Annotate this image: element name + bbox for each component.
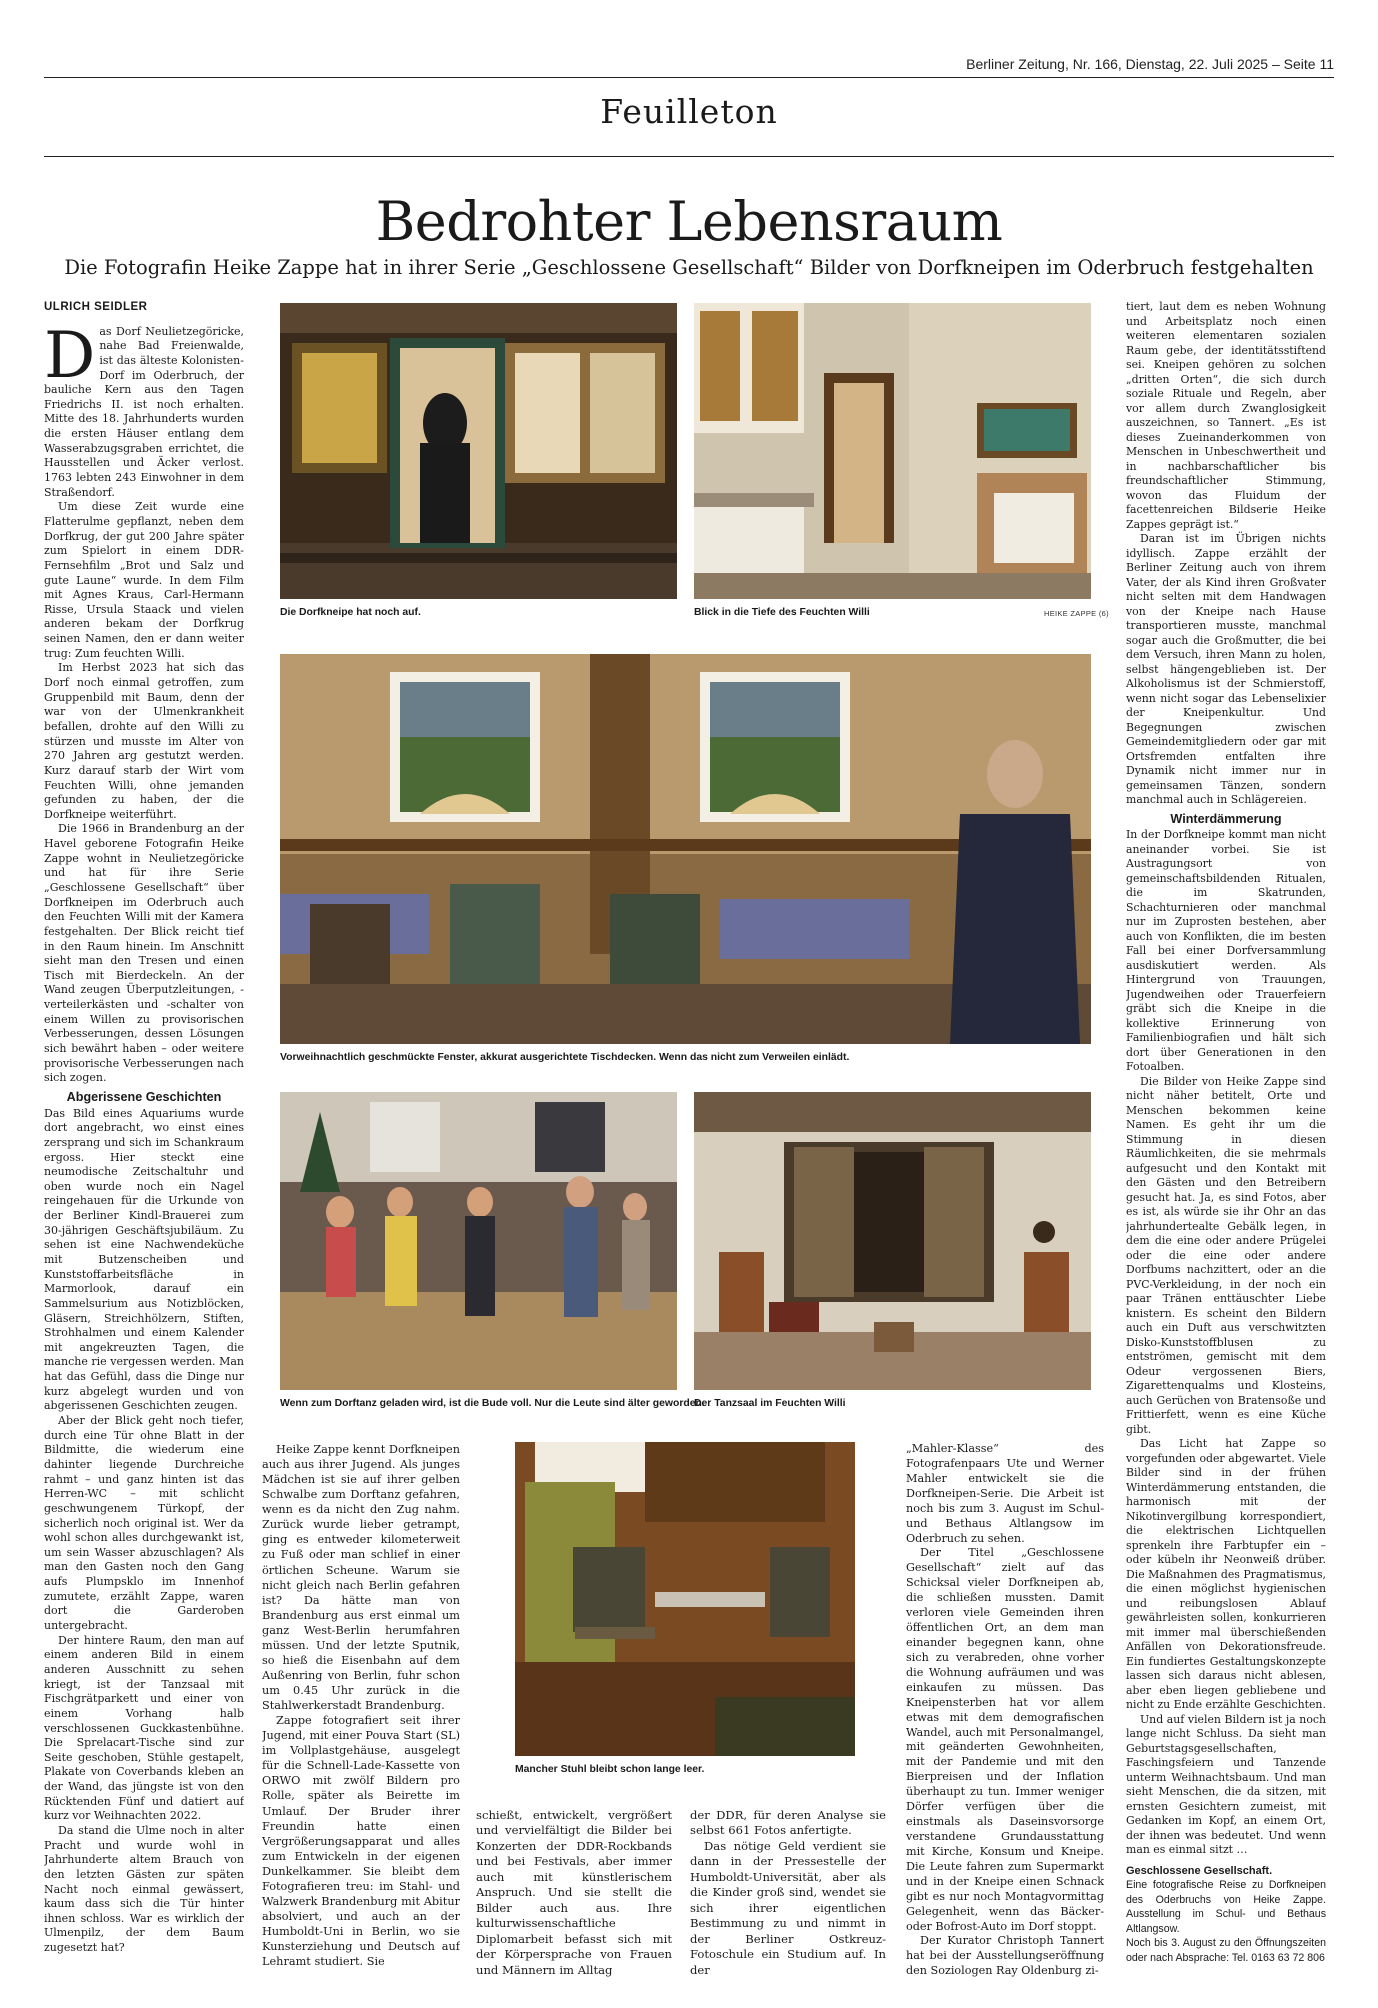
paragraph: „Mahler-Klasse“ des Fotografenpaars Ute und Werner Mahler entwickelt sie die Dorfkneipen-Serie. Die Arbeit ist noch bis zum 3. August im Schul- und Bethaus Altlangsow im Oderbruch zu sehen. <box>906 1442 1104 1545</box>
photo-caption: Mancher Stuhl bleibt schon lange leer. <box>515 1764 705 1775</box>
article-column-2 <box>262 1442 460 1972</box>
photo-caption: Die Dorfkneipe hat noch auf. <box>280 607 421 618</box>
paragraph: Um diese Zeit wurde eine Flatterulme gepflanzt, neben dem Dorfkrug, der gut 200 Jahre später zum Spielort in einem DDR-Fernsehfilm „Brot und Salz und gute Laune“ wurde. In dem Film mit Agnes Kraus, Carl-Hermann Risse, Ursula Staack und vielen anderen bekam der Dorfkrug seinen Namen, den er dann weiter trug: Zum feuchten Willi. <box>44 500 244 660</box>
paragraph: Der Titel „Geschlossene Gesellschaft“ zielt auf das Schicksal vieler Dorfkneipen ab, die schließen mussten. Damit verloren viele Gemeinden ihren öffentlichen Ort, an dem man einander begegnen kann, ohne sich zu verabreden, ohne vorher die Wohnung aufräumen und was einkaufen zu müssen. Das Kneipensterben hat vor allem etwas mit dem demografischen Wandel, auch mit Personalmangel, mit geänderten Gewohnheiten, mit der Pandemie und mit den Bierpreisen und der Inflation überhaupt zu tun. Immer weniger Dörfer verfügen über die einstmals als Daseinsvorsorge verstandene Grundausstattung mit Kirche, Konsum und Kneipe. Die Leute fahren zum Supermarkt und in der Kneipe einen Schnack gibt es nur noch Montagvormittag Gelegenheit, wenn das Bäcker- oder Bofrost-Auto im Dorf stoppt. <box>906 1546 1104 1933</box>
paragraph: tiert, laut dem es neben Wohnung und Arbeitsplatz noch einen weiteren elementaren sozialen Raum gebe, der identitätsstiftend sei. Kneipen gehören zu solchen „dritten Orten“, die sich durch soziale Rituale und Regeln, aber vor allem durch Zwanglosigkeit auszeichnen, so Tannert. „Es ist dieses Zueinanderkommen von Menschen in Unbeschwertheit und in nachbarschaftlicher bis freundschaftlicher Stimmung, wovon das Fluidum der facettenreichen Bildserie Heike Zappes geprägt ist.“ <box>1126 300 1326 531</box>
paragraph: Und auf vielen Bildern ist ja noch lange nicht Schluss. Da sieht man Geburtstagsgesellschaften, Faschingsfeiern und Tanzende unterm Weihnachtsbaum. Und man sieht Menschen, die da sitzen, mit ernsten Gesichtern zumeist, mit Gedanken im Kopf, an einem Ort, der ihnen was bedeutet. Und wenn man es einmal sitzt … <box>1126 1712 1326 1856</box>
paragraph: Die 1966 in Brandenburg an der Havel geborene Fotografin Heike Zappe wohnt in Neulietzegöricke und hat für ihre Serie „Geschlossene Gesellschaft“ über Dorfkneipen im Oderbruch auch den Feuchten Willi mit der Kamera festgehalten. Der Blick reicht tief in den Raum hinein. Im Anschnitt sieht man den Tresen und einen Tisch mit Bierdeckeln. An der Wand zeugen Überputzleitungen, -verteilerkästen und -schalter von einem Willen zu provisorischen Verbesserungen, dessen Lösungen sich bewährt haben – oder weitere provisorische Verbesserungen nach sich zogen. <box>44 822 244 1085</box>
photo-pub-exterior <box>280 303 677 599</box>
photo-empty-chair <box>515 1442 855 1756</box>
article-column-6 <box>1126 300 1326 1980</box>
article-column-1 <box>44 300 244 1980</box>
paragraph: Da stand die Ulme noch in alter Pracht und wurde wohl in Jahrhunderte altem Brauch von den letzten Gästen zur späten Nacht noch einmal gewässert, kaum dass sich die Tür hinter ihnen schloss. War es wirklich der Ulmenpilz, der dem Baum zugesetzt hat? <box>44 1823 244 1955</box>
photo-pub-window-tables <box>280 654 1091 1044</box>
info-text: Eine fotografische Reise zu Dorfkneipen des Oderbruchs von Heike Zappe. Ausstellung im Schul- und Bethaus Altlangsow. <box>1126 1879 1326 1935</box>
photo-caption: Blick in die Tiefe des Feuchten Willi <box>694 607 870 618</box>
paragraph: Das nötige Geld verdient sie dann in der Pressestelle der Humboldt-Universität, aber als die Kinder groß sind, wendet sie sich ihrer eigentlichen Bestimmung zu und nimmt in der Berliner Ostkreuz-Fotoschule ein Studium auf. In der <box>690 1838 886 1977</box>
article-column-5 <box>906 1442 1104 1978</box>
section-title: Feuilleton <box>600 92 778 131</box>
paragraph: Der Kurator Christoph Tannert hat bei der Ausstellungseröffnung den Soziologen Ray Oldenburg zi- <box>906 1934 1104 1978</box>
photo-caption: Der Tanzsaal im Feuchten Willi <box>694 1398 846 1409</box>
paragraph: Das Bild eines Aquariums wurde dort angebracht, wo einst eines zersprang und sich im Schankraum ergoss. Hier steckt eine neumodische Zeitschaltuhr und oben wurde noch ein Nagel reingehauen für die Urkunde von der Berliner Kindl-Brauerei zum 30-jährigen Geschäftsjubiläum. Zu sehen ist eine Nachwendeküche mit Butzenscheiben und Kunststoffarbeitsfläche in Marmorlook, darauf ein Sammelsurium aus Notizblöcken, Gläsern, Streichhölzern, Stiften, Strohhalmen und einem Kalender mit angekreuzten Tagen, die manche rie vergessen werden. Man hat das Gefühl, dass die Dinge nur kurz abgelegt wurden und von abgerissenen Geschichten zeugen. <box>44 1106 244 1413</box>
info-dates: Noch bis 3. August zu den Öffnungszeiten oder nach Absprache: Tel. 0163 63 72 806 <box>1126 1937 1326 1964</box>
article-column-4 <box>690 1808 886 1978</box>
paragraph: Im Herbst 2023 hat sich das Dorf noch einmal getroffen, zum Gruppenbild mit Baum, denn der war von der Ulmenkrankheit befallen, drohte auf den Willi zu stürzen und musste im Alter von 270 Jahren arg gestutzt werden. Kurz darauf starb der Wirt vom Feuchten Willi, ohne jemanden gefunden zu haben, der die Dorfkneipe weiterführt. <box>44 661 244 821</box>
paragraph: In der Dorfkneipe kommt man nicht aneinander vorbei. Sie ist Austragungsort von gemeinschaftsbildenden Ritualen, die im Skatrunden, Schachturnieren oder manchmal nur im Zuprosten bestehen, aber auch von Konflikten, die im besten Fall bei einer Dorfversammlung ausdiskutiert werden. Als Hintergrund von Trauungen, Jugendweihen oder Trauerfeiern gräbt sich die Kneipe in die kollektive Erinnerung von Familienbiografien und hält sich dort über Generationen in den Fotoalben. <box>1126 828 1326 1073</box>
header-rule <box>44 77 1334 78</box>
dropcap: D <box>44 318 96 393</box>
subheadline: Die Fotografin Heike Zappe hat in ihrer Serie „Geschlossene Gesellschaft“ Bilder von Dorfkneipen im Oderbruch festgehalten <box>64 256 1314 279</box>
exhibition-info-box <box>1126 1864 1326 1966</box>
headline: Bedrohter Lebensraum <box>375 190 1003 253</box>
info-title: Geschlossene Gesellschaft. <box>1126 1864 1273 1877</box>
photo-caption: Wenn zum Dorftanz geladen wird, ist die Bude voll. Nur die Leute sind älter geworden. <box>280 1398 705 1409</box>
paragraph: Die Bilder von Heike Zappe sind nicht näher betitelt, Orte und Menschen bekommen keine Namen. Es geht ihr um die Stimmung in diesen Räumlichkeiten, die sie mehrmals aufgesucht und den Kontakt mit den Gästen und den Betreibern gesucht hat. Ja, es sind Fotos, aber es ist, als würde sie ihr Ohr an das jahrhundertealte Gebälk legen, in dem die eine oder andere Prügelei oder die eine oder andere Dorfbums nachzittert, oder an die PVC-Verkleidung, in der noch ein paar Tränen enttäuschter Liebe knistern. Es scheint den Bildern auch ein Duft aus verschwitzten Disko-Kunststoffblusen zu entströmen, gemischt mit dem Odeur vergossenen Biers, Zigarettenqualms und Klosteins, auch Gerüchen von Bratensoße und Frittierfett, wenn es eine Küche gibt. <box>1126 1074 1326 1436</box>
section-rule <box>44 156 1334 157</box>
paragraph: schießt, entwickelt, vergrößert und vervielfältigt die Bilder bei Konzerten der DDR-Rockbands und bei Festivals, aber immer auch mit künstlerischem Anspruch. Und sie stellt die Bilder auch aus. Ihre kulturwissenschaftliche Diplomarbeit befasst sich mit der Körpersprache von Frauen und Männern im Alltag <box>476 1808 672 1977</box>
paragraph: as Dorf Neulietzegöricke, nahe Bad Freienwalde, ist das älteste Kolonisten-Dorf im Oderbruch, der bauliche Kern aus den Tagen Friedrichs II. ist noch erhalten. Mitte des 18. Jahrhunderts wurden die ersten Häuser entlang dem Wasserabzugsgraben errichtet, die Hausstellen und Äcker verlost. 1763 lebten 243 Einwohner in dem Straßendorf. <box>44 324 244 499</box>
photo-village-dance <box>280 1092 677 1390</box>
paragraph: der DDR, für deren Analyse sie selbst 661 Fotos anfertigte. <box>690 1808 886 1838</box>
paragraph: Aber der Blick geht noch tiefer, durch eine Tür ohne Blatt in der Bildmitte, die wiederum eine dahinter liegende Durchreiche rahmt – und ganz hinten ist das Herren-WC – mit schlicht geschwungenem Türkopf, der sicherlich noch original ist. Wer da wohl schon alles durchgewankt ist, um sein Wasser abzuschlagen? Als man den Gasten noch den Gang aufs Plumpsklo im Innenhof zumutete, erzählt Zappe, waren dort die Garderoben untergebracht. <box>44 1414 244 1633</box>
paragraph: Heike Zappe kennt Dorfkneipen auch aus ihrer Jugend. Als junges Mädchen ist sie auf ihrer gelben Schwalbe zum Dorftanz gefahren, wenn es da nicht den Zug nahm. Zurück wurde lieber getrampt, ging es entweder kilometerweit zu Fuß oder man schlief in einer örtlichen Scheune. Warum sie nicht gleich nach Berlin gefahren ist? Da hätte man von Brandenburg aus erst einmal um ganz West-Berlin herumfahren müssen. Und der letzte Sputnik, so hieß die Eisenbahn auf dem Außenring von Berlin, fuhr schon um 0.45 Uhr zurück in die Stahlwerkerstadt Brandenburg. <box>262 1443 460 1713</box>
photo-caption: Vorweihnachtlich geschmückte Fenster, akkurat ausgerichtete Tischdecken. Wenn das nicht zum Verweilen einlädt. <box>280 1052 850 1063</box>
author: ULRICH SEIDLER <box>44 301 148 313</box>
masthead: Berliner Zeitung, Nr. 166, Dienstag, 22. Juli 2025 – Seite 11 <box>966 56 1334 72</box>
subheading: Winterdämmerung <box>1170 811 1282 826</box>
photo-credit: HEIKE ZAPPE (6) <box>1044 609 1109 618</box>
photo-dance-hall <box>694 1092 1091 1390</box>
paragraph: Daran ist im Übrigen nichts idyllisch. Zappe erzählt der Berliner Zeitung auch von ihrem Vater, der als Kind ihren Großvater nicht selten mit dem Handwagen von der Kneipe nach Hause transportieren musste, manchmal sogar auch die Großmutter, die bei dem Versuch, ihren Mann zu holen, selbst hängengeblieben ist. Der Alkoholismus ist der Schmierstoff, wenn nicht sogar das Lebenselixier der Kneipenkultur. Und Begegnungen zwischen Gemeindemitgliedern oder gar mit Ortsfremden entfalten ihre Dynamik nicht immer nur in gemeinsamen Tänzen, sondern manchmal auch in Schlägereien. <box>1126 532 1326 806</box>
paragraph: Der hintere Raum, den man auf einem anderen Bild in einem anderen Ausschnitt zu sehen kriegt, ist der Tanzsaal mit Fischgrätparkett und einer von einem Vorhang halb verschlossenen Guckkastenbühne. Die Sprelacart-Tische sind zur Seite geschoben, Stühle gestapelt, Plakate von Coverbands kleben an der Wand, das jüngste ist von den Rücktenden Fünf und datiert auf kurz vor Weihnachten 2022. <box>44 1633 244 1823</box>
article-column-3 <box>476 1808 672 1978</box>
photo-pub-interior-kitchen <box>694 303 1091 599</box>
paragraph: Das Licht hat Zappe so vorgefunden oder abgewartet. Viele Bilder sind in der frühen Winterdämmerung entstanden, die harmonisch mit der Nikotinvergilbung korrespondiert, die elektrischen Lichtquellen sprenkeln ihre Farbtupfer ein – oder kübeln ihr Neonweiß drüber. Die Maßnahmen des Pragmatismus, die einen möglichst hygienischen und reibungslosen Ablauf gewährleisten sollen, konkurrieren mit immer mal überschießenden Anfällen von Dekorationsfreude. Ein fundiertes Gestaltungskonzepte lassen sich daraus nicht ablesen, aber eben liegen gebliebene und nicht zu Ende erzählte Geschichten. <box>1126 1437 1326 1711</box>
subheading: Abgerissene Geschichten <box>66 1089 222 1104</box>
paragraph: Zappe fotografiert seit ihrer Jugend, mit einer Pouva Start (SL) im Vollplastgehäuse, ausgelegt für die Schnell-Lade-Kassette von ORWO mit zwölf Bildern pro Rolle, später als Beirette im Umlauf. Der Bruder ihrer Freundin hatte einen Vergrößerungsapparat und alles zum Entwickeln in der eigenen Dunkelkammer. Sie bleibt dem Fotografieren treu: im Stahl- und Walzwerk Brandenburg mit Abitur absolviert, und auch an der Humboldt-Uni in Berlin, wo sie Kunsterziehung und Deutsch auf Lehramt studiert. Sie <box>262 1714 460 1969</box>
